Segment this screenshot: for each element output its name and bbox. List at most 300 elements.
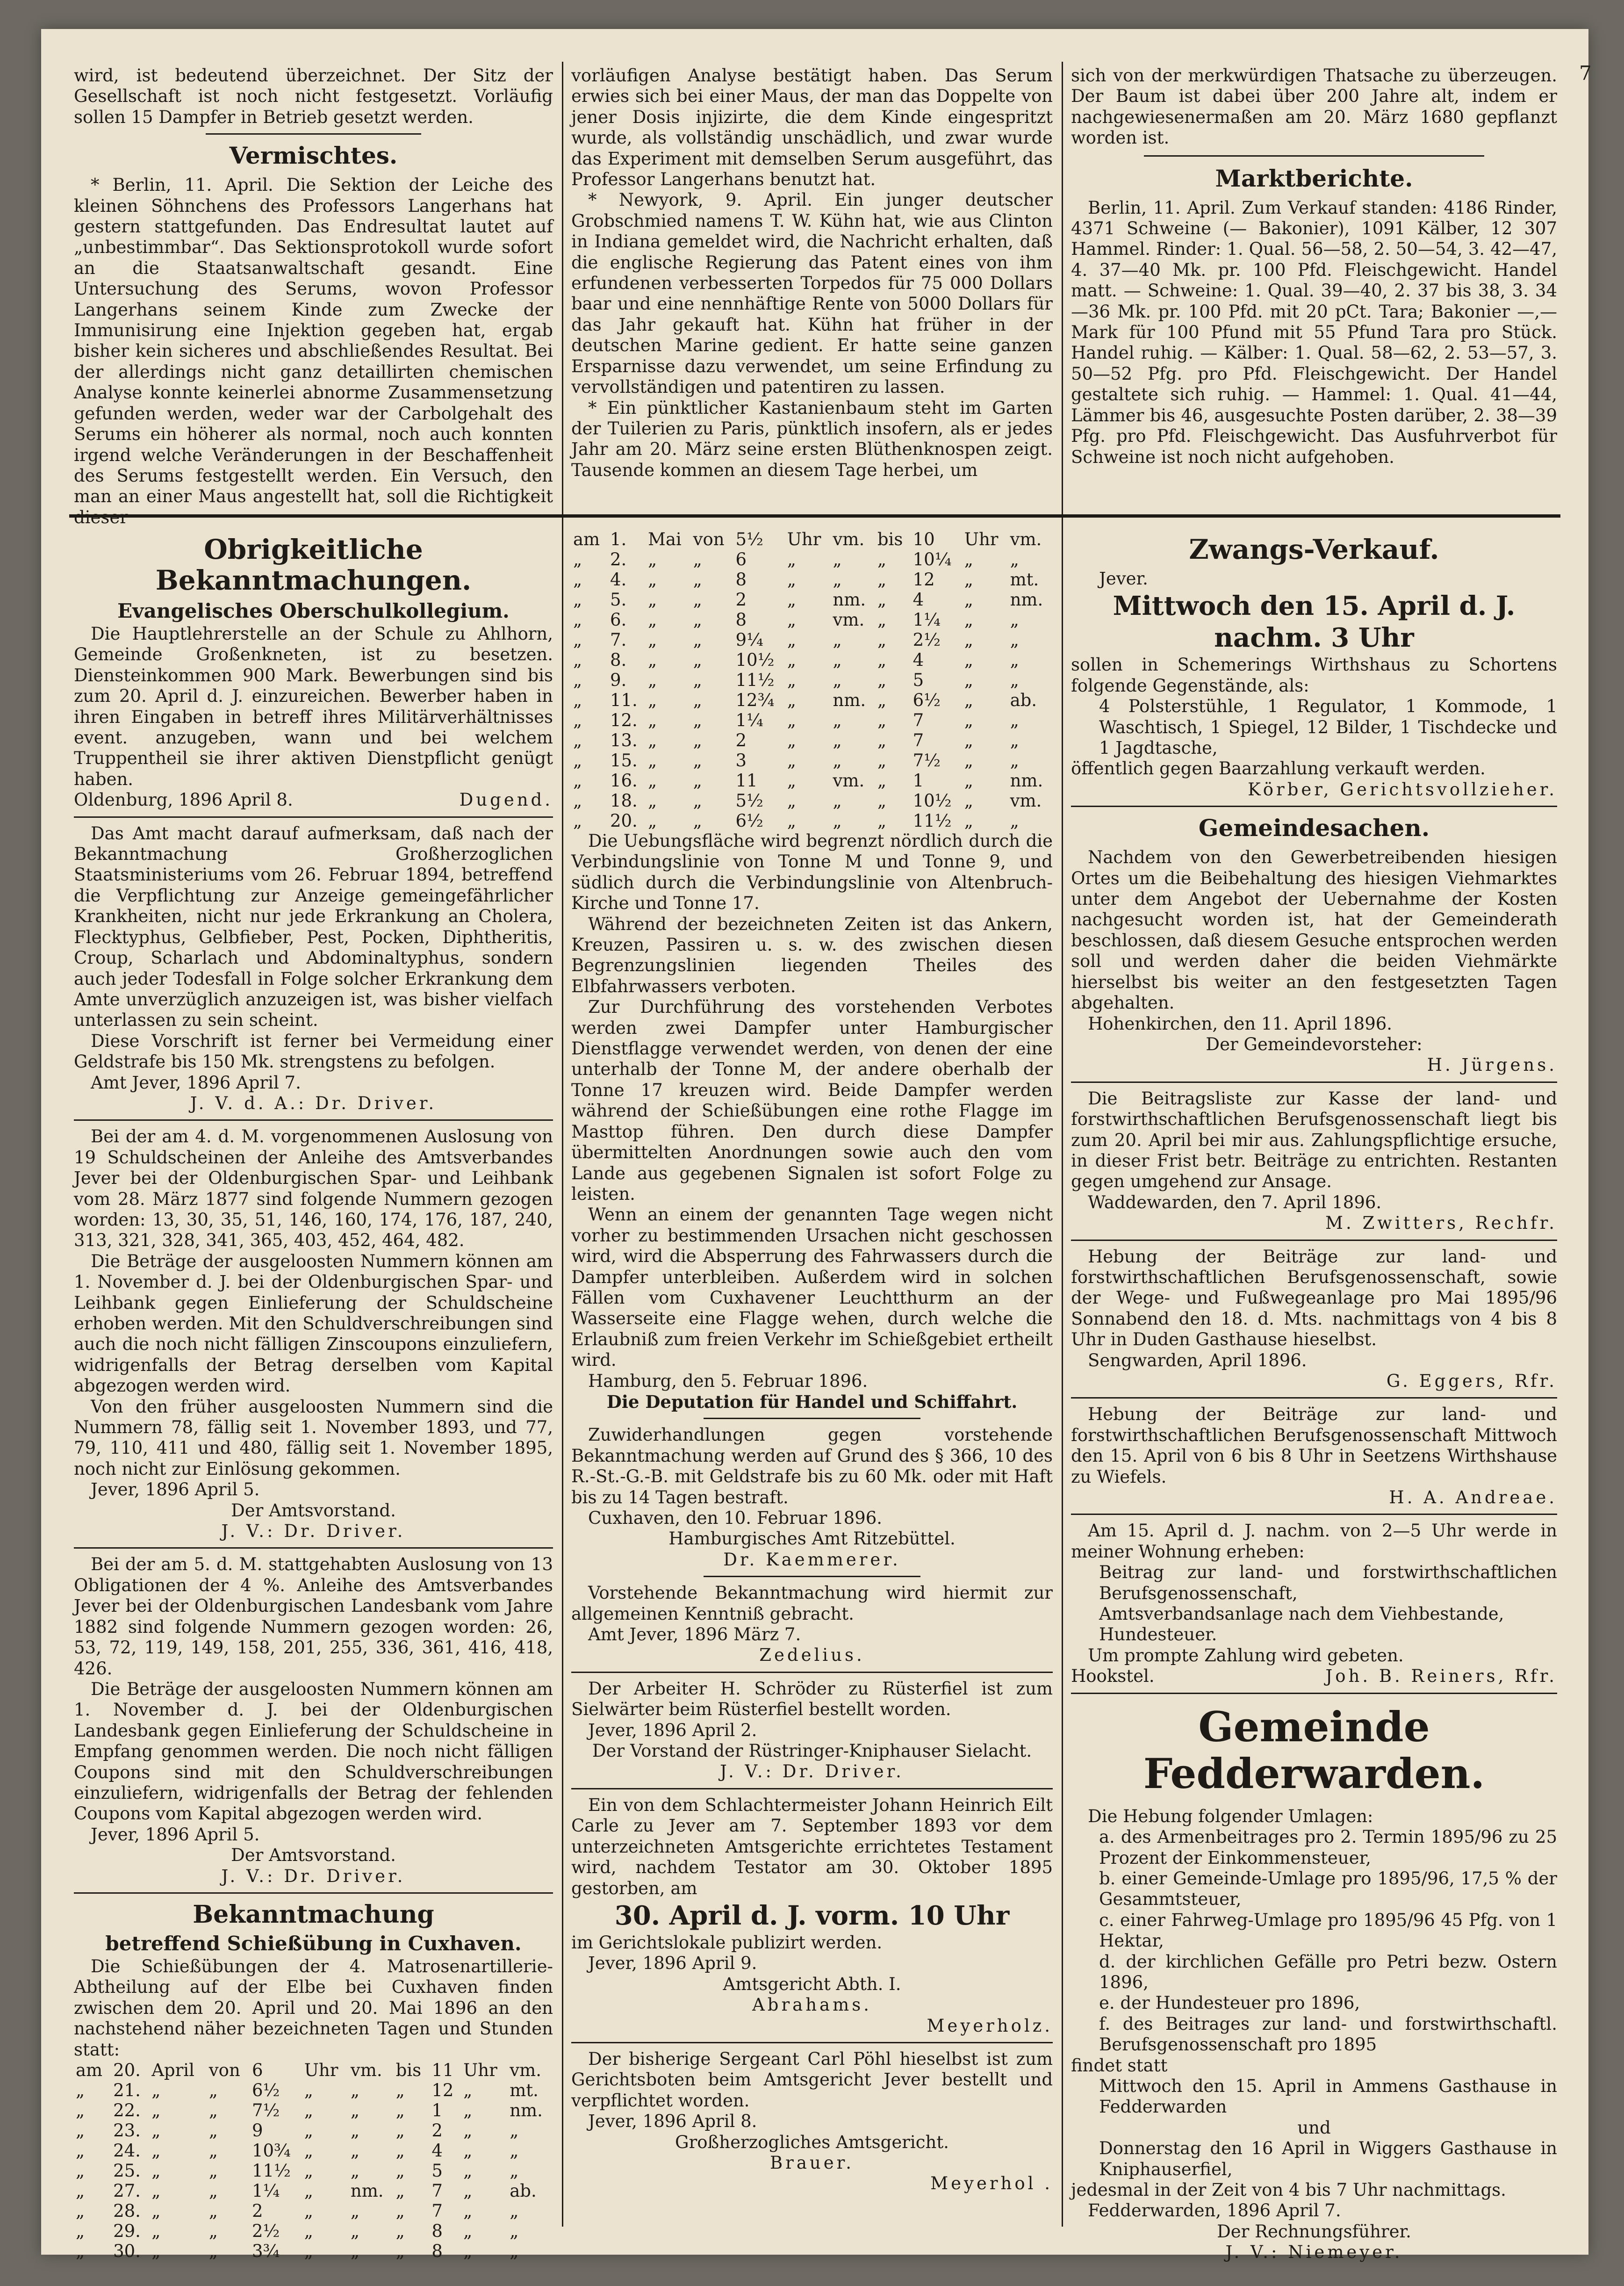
schedule-cell: „ — [647, 549, 657, 570]
schedule-cell: „ — [787, 791, 796, 811]
organisation: Großherzogliches Amtsgericht. — [675, 2132, 949, 2152]
schedule-cell: „ — [833, 630, 842, 650]
schedule-cell: 9 — [252, 2120, 263, 2141]
schedule-cell: „ — [151, 2181, 161, 2201]
schedule-cell: „ — [463, 2141, 473, 2161]
schedule-cell: „ — [833, 670, 842, 690]
schedule-cell: „ — [208, 2161, 218, 2181]
schedule-cell: „ — [463, 2080, 473, 2100]
schedule-cell: 5. — [610, 590, 627, 610]
schedule-cell: „ — [877, 811, 886, 831]
schedule-cell: „ — [510, 2241, 519, 2261]
column-rule — [562, 62, 563, 529]
notice-text: Am 15. April d. J. nachm. von 2—5 Uhr werde in meiner Wohnung erheben: — [1071, 1521, 1557, 1562]
schedule-cell: am — [76, 2060, 103, 2080]
schedule-cell: Uhr — [304, 2060, 338, 2080]
schedule-cell: „ — [964, 791, 973, 811]
divider — [1071, 1397, 1557, 1399]
schedule-cell: „ — [151, 2141, 161, 2161]
schedule-cell: „ — [964, 811, 973, 831]
schedule-cell: „ — [1010, 610, 1019, 630]
schedule-cell: „ — [877, 750, 886, 771]
schedule-cell: „ — [964, 730, 973, 750]
schedule-row — [571, 771, 1053, 791]
schedule-cell: „ — [833, 730, 842, 750]
schedule-cell: 11 — [735, 771, 758, 791]
schedule-cell: „ — [693, 730, 702, 750]
fedderwarden-heading: Gemeinde Fedderwarden. — [1143, 1702, 1485, 1798]
list-item: Amtsverbandsanlage nach dem Viehbestande, — [1099, 1604, 1504, 1624]
schedule-row — [571, 730, 1053, 750]
schedule-row — [571, 670, 1053, 690]
schedule-cell: „ — [833, 710, 842, 730]
schedule-cell: „ — [76, 2141, 85, 2161]
schedule-row — [571, 610, 1053, 630]
schedule-cell: „ — [573, 549, 582, 570]
schedule-cell: 13. — [610, 730, 638, 750]
schedule-cell: 8 — [735, 570, 747, 590]
divider — [571, 1788, 1053, 1789]
schedule-cell: „ — [877, 590, 886, 610]
schedule-cell: 2 — [431, 2120, 443, 2141]
schedule-cell: „ — [350, 2120, 360, 2141]
schedule-cell: „ — [573, 570, 582, 590]
schedule-cell: „ — [647, 710, 657, 730]
newspaper-page — [41, 29, 1592, 2263]
top-column-3 — [1071, 65, 1557, 468]
schedule-row — [571, 811, 1053, 831]
divider — [571, 1672, 1053, 1673]
notice-text: Nachdem von den Gewerbetreibenden hiesigen Ortes um die Beibehaltung des hiesigen Viehmarktes unter dem Angebot der Uebernahme der Kosten nachgesucht worden ist, hat der Gemeinderath beschlossen, daß diesem Gesuche entsprochen werden soll und werden daher die beiden Viehmärkte hierselbst bis weiter an den festgesetzten Tagen abgehalten. — [1071, 847, 1557, 1013]
schedule-cell: „ — [787, 630, 796, 650]
schedule-cell: 2. — [610, 549, 627, 570]
schedule-cell: „ — [787, 811, 796, 831]
schedule-cell: „ — [787, 670, 796, 690]
schedule-cell: „ — [877, 670, 886, 690]
signature: H. A. Andreae. — [1389, 1487, 1557, 1508]
schedule-cell: Mai — [647, 529, 682, 549]
schedule-cell: „ — [151, 2080, 161, 2100]
schedule-cell: 18. — [610, 791, 638, 811]
schedule-cell: 6½ — [913, 690, 941, 710]
schedule-cell: „ — [151, 2120, 161, 2141]
list-item: b. einer Gemeinde-Umlage pro 1895/96, 17,5 % der Gesammtsteuer, — [1099, 1868, 1557, 1910]
place-date: Fedderwarden, 1896 April 7. — [1088, 2200, 1341, 2221]
schedule-cell: 6 — [252, 2060, 263, 2080]
schedule-cell: „ — [463, 2241, 473, 2261]
notice-text: Die Beträge der ausgeloosten Nummern können am 1. November d. J. bei der Oldenburgischen Landesbank gegen Einlieferung der Schuldscheine in Empfang genommen werden. Die noch nicht fälligen Coupons sind mit den Schuldverschreibungen einzuliefern, widrigenfalls der Betrag der fehlenden Coupons vom Kapital abgezogen werden wird. — [74, 1679, 553, 1824]
divider — [704, 1576, 920, 1577]
schedule-cell: „ — [350, 2241, 360, 2261]
schedule-row — [74, 2120, 553, 2141]
list-item: d. der kirchlichen Gefälle pro Petri bezw. Ostern 1896, — [1099, 1951, 1557, 1992]
gemeindesachen-heading: Gemeindesachen. — [1198, 814, 1430, 842]
schedule-cell: „ — [304, 2141, 313, 2161]
schedule-cell: „ — [964, 650, 973, 670]
schedule-cell: „ — [463, 2100, 473, 2120]
notice-text: jedesmal in der Zeit von 4 bis 7 Uhr nachmittags. — [1071, 2180, 1506, 2200]
schedule-cell: „ — [573, 610, 582, 630]
schedule-cell: mt. — [1010, 570, 1039, 590]
notice-text: Zur Durchführung des vorstehenden Verbotes werden zwei Dampfer unter Hamburgischer Dienstflagge verwendet werden, von denen der eine unterhalb der Tonne M, der andere oberhalb der Tonne 17 kreuzen wird. Beide Dampfer werden während der Schießübungen eine rothe Flagge im Masttop führen. Den durch diese Dampfer übermittelten Anordnungen sowie auch den vom Lande aus gegebenen Signalen ist sofort Folge zu leisten. — [571, 997, 1053, 1204]
schedule-cell: „ — [395, 2080, 405, 2100]
schedule-cell: „ — [463, 2181, 473, 2201]
schedule-cell: „ — [304, 2161, 313, 2181]
schedule-cell: „ — [510, 2221, 519, 2241]
schedule-cell: „ — [76, 2201, 85, 2221]
schedule-cell: bis — [877, 529, 903, 549]
schedule-cell: „ — [693, 570, 702, 590]
notice-text: Die Uebungsfläche wird begrenzt nördlich durch die Verbindungslinie von Tonne M und Tonne 9, und südlich durch die Verbindungslinie von Altenbruch-Kirche und Tonne 17. — [571, 831, 1053, 914]
schedule-cell: „ — [964, 710, 973, 730]
schedule-cell: 28. — [113, 2201, 141, 2221]
schedule-cell: „ — [510, 2141, 519, 2161]
schedule-cell: 11½ — [735, 670, 775, 690]
schedule-cell: „ — [463, 2201, 473, 2221]
schedule-cell: „ — [787, 730, 796, 750]
schedule-cell: vm. — [1010, 791, 1042, 811]
list-item: Hundesteuer. — [1099, 1624, 1217, 1645]
schedule-cell: vm. — [510, 2060, 541, 2080]
schedule-cell: 7½ — [252, 2100, 280, 2120]
schedule-cell: 5½ — [735, 791, 763, 811]
place-date: Amt Jever, 1896 April 7. — [91, 1072, 301, 1093]
schedule-cell: 2 — [252, 2201, 263, 2221]
schedule-cell: vm. — [833, 529, 865, 549]
schedule-cell: 3 — [735, 750, 747, 771]
schedule-cell: nm. — [833, 690, 866, 710]
divider — [74, 1547, 553, 1549]
schedule-cell: „ — [1010, 730, 1019, 750]
notice-text: Der bisherige Sergeant Carl Pöhl hieselbst ist zum Gerichtsboten beim Amtsgericht Jever bestellt und verpflichtet worden. — [571, 2048, 1053, 2111]
auction-date: Mittwoch den 15. April d. J. — [1113, 591, 1516, 622]
organisation: Der Amtsvorstand. — [231, 1500, 396, 1521]
schedule-cell: 1. — [610, 529, 627, 549]
page-number: 7 — [1579, 62, 1592, 85]
schedule-cell: „ — [350, 2201, 360, 2221]
schedule-cell: „ — [151, 2201, 161, 2221]
schedule-cell: „ — [304, 2120, 313, 2141]
schedule-cell: 10¼ — [913, 549, 952, 570]
schedule-cell: „ — [510, 2201, 519, 2221]
signature: Abrahams. — [752, 1995, 872, 2015]
place-date: Jever, 1896 April 2. — [588, 1720, 757, 1740]
schedule-cell: 24. — [113, 2141, 141, 2161]
schedule-cell: „ — [693, 630, 702, 650]
schedule-cell: „ — [877, 630, 886, 650]
schedule-cell: „ — [208, 2221, 218, 2241]
signature: J. V.: Niemeyer. — [1225, 2242, 1403, 2263]
section-divider — [69, 514, 1560, 518]
schedule-cell: „ — [964, 610, 973, 630]
schedule-cell: 6 — [735, 549, 747, 570]
divider — [74, 1119, 553, 1121]
signature: Dugend. — [459, 790, 553, 810]
schedule-row — [74, 2141, 553, 2161]
column-rule — [562, 529, 563, 2227]
schedule-cell: „ — [208, 2080, 218, 2100]
list-item: c. einer Fahrweg-Umlage pro 1895/96 45 Pfg. von 1 Hektar, — [1099, 1910, 1557, 1951]
schedule-cell: „ — [647, 670, 657, 690]
schedule-cell: 2½ — [252, 2221, 280, 2241]
schedule-cell: „ — [787, 690, 796, 710]
schedule-cell: Uhr — [964, 529, 999, 549]
schedule-cell: „ — [787, 549, 796, 570]
schedule-cell: 29. — [113, 2221, 141, 2241]
schedule-cell: „ — [964, 549, 973, 570]
schedule-cell: „ — [647, 590, 657, 610]
divider — [74, 816, 553, 818]
place-date: Jever, 1896 April 8. — [588, 2111, 757, 2132]
place-date: Jever, 1896 April 5. — [91, 1824, 260, 1845]
place-date: Oldenburg, 1896 April 8. — [74, 790, 293, 810]
schedule-cell: 1¼ — [735, 710, 763, 730]
schedule-cell: 9. — [610, 670, 627, 690]
schedule-cell: ab. — [510, 2181, 537, 2201]
divider — [571, 2042, 1053, 2043]
schedule-row — [571, 650, 1053, 670]
schedule-row — [571, 630, 1053, 650]
schedule-cell: 7 — [431, 2201, 443, 2221]
schedule-cell: 1¼ — [252, 2181, 280, 2201]
top-intro-text: wird, ist bedeutend überzeichnet. Der Sitz der Gesellschaft ist noch nicht festgesetzt. Vorläufig sollen 15 Dampfer in Betrieb gesetzt werden. — [74, 65, 553, 127]
divider — [74, 1892, 553, 1894]
notice-text: Das Amt macht darauf aufmerksam, daß nach der Bekanntmachung Großherzoglichen Staatsministeriums vom 26. Februar 1894, betreffend die Verpflichtung zur Anzeige gemeingefährlicher Krankheiten, nicht nur jede Erkrankung an Cholera, Flecktyphus, Gelbfieber, Pest, Pocken, Diphtheritis, Croup, Scharlach und Abdominaltyphus, sondern auch jeder Todesfall in Folge solcher Erkrankung dem Amte unverzüglich anzuzeigen ist, was bisher vielfach unterlassen zu sein scheint. — [74, 823, 553, 1031]
schedule-cell: „ — [573, 690, 582, 710]
schedule-cell: „ — [787, 650, 796, 670]
schedule-cell: „ — [350, 2100, 360, 2120]
schedule-cell: „ — [151, 2221, 161, 2241]
schedule-cell: 21. — [113, 2080, 141, 2100]
schedule-cell: „ — [693, 791, 702, 811]
schedule-cell: 7½ — [913, 750, 941, 771]
divider — [206, 133, 421, 135]
schedule-cell: „ — [573, 750, 582, 771]
schedule-cell: 1¼ — [913, 610, 941, 630]
divider — [1144, 155, 1484, 157]
notice-text: Die Hauptlehrerstelle an der Schule zu Ahlhorn, Gemeinde Großenkneten, ist zu besetzen. Diensteinkommen 900 Mark. Bewerbungen sind bis zum 20. April d. J. einzureichen. Bewerber haben in ihren Eingaben in betreff ihres Militärverhältnisses event. anzugeben, wann und bei welchem Truppentheil sie ihrer aktiven Dienstpflicht genügt haben. — [74, 624, 553, 789]
schedule-cell: „ — [573, 670, 582, 690]
schedule-cell: „ — [647, 630, 657, 650]
schedule-cell: „ — [1010, 630, 1019, 650]
schedule-cell: „ — [964, 750, 973, 771]
schedule-cell: „ — [647, 610, 657, 630]
notice-text: Die Hebung folgender Umlagen: — [1088, 1806, 1373, 1826]
notice-text: Ein von dem Schlachtermeister Johann Heinrich Eilt Carle zu Jever am 7. September 1893 vor dem unterzeichneten Amtsgerichte errichtetes Testament wird, nachdem Testator am 30. Oktober 1895 gestorben, am — [571, 1795, 1053, 1898]
schedule-cell: „ — [693, 771, 702, 791]
schedule-cell: „ — [647, 690, 657, 710]
official-notices-heading: Obrigkeitliche Bekanntmachungen. — [155, 534, 472, 596]
schedule-row — [571, 710, 1053, 730]
notice-text: Bei der am 5. d. M. stattgehabten Auslosung von 13 Obligationen der 4 %. Anleihe des Amtsverbandes Jever bei der Oldenburgischen Landesbank vom Jahre 1882 sind folgende Nummern gezogen worden: 26, 53, 72, 119, 149, 158, 201, 255, 336, 361, 416, 418, 426. — [74, 1554, 553, 1679]
schedule-cell: 6½ — [252, 2080, 280, 2100]
notice-text: Vorstehende Bekanntmachung wird hiermit zur allgemeinen Kenntniß gebracht. — [571, 1583, 1053, 1624]
schedule-cell: 12. — [610, 710, 638, 730]
schedule-cell: „ — [877, 730, 886, 750]
bekanntmachung-subheading: betreffend Schießübung in Cuxhaven. — [105, 1932, 522, 1955]
schedule-cell: „ — [1010, 650, 1019, 670]
schedule-cell: 2 — [735, 590, 747, 610]
schedule-cell: 6½ — [735, 811, 763, 831]
schedule-cell: 11 — [431, 2060, 454, 2080]
schedule-row — [74, 2221, 553, 2241]
schedule-cell: „ — [395, 2241, 405, 2261]
divider — [1071, 1240, 1557, 1241]
signature-line — [1071, 1666, 1557, 1687]
schedule-cell: „ — [877, 650, 886, 670]
list-item: e. der Hundesteuer pro 1896, — [1099, 1993, 1360, 2013]
schedule-cell: „ — [1010, 710, 1019, 730]
schedule-cell: „ — [395, 2221, 405, 2241]
organisation: Hamburgisches Amt Ritzebüttel. — [668, 1529, 956, 1549]
marktberichte-heading: Marktberichte. — [1215, 164, 1413, 192]
notice-text: Wenn an einem der genannten Tage wegen nicht vorher zu bestimmenden Ursachen nicht geschossen wird, wird die Absperrung des Fahrwassers durch die Dampfer unterbleiben. Außerdem wird in solchen Fällen vom Cuxhavener Leuchtthurm an der Wasserseite eine Flagge wehen, durch welche die Erlaubniß zum freien Verkehr im Schießgebiet ertheilt wird. — [571, 1204, 1053, 1370]
schedule-cell: „ — [208, 2181, 218, 2201]
schedule-cell: „ — [76, 2221, 85, 2241]
notice-text: Die Beträge der ausgeloosten Nummern können am 1. November d. J. bei der Oldenburgischen Spar- und Leihbank gegen Einlieferung der Schuldscheine erhoben werden. Mit den Schuldverschreibungen sind auch die noch nicht fälligen Zinscoupons einzuliefern, widrigenfalls der Betrag derselben vom Kapital abgezogen werden wird. — [74, 1251, 553, 1396]
schedule-cell: 20. — [610, 811, 638, 831]
schedule-cell: 3¾ — [252, 2241, 280, 2261]
schedule-cell: Uhr — [463, 2060, 497, 2080]
signature: M. Zwitters, Rechfr. — [1325, 1213, 1557, 1233]
schedule-cell: 27. — [113, 2181, 141, 2201]
schedule-cell: „ — [573, 590, 582, 610]
schedule-cell: „ — [350, 2080, 360, 2100]
zwangsverkauf-heading: Zwangs-Verkauf. — [1189, 534, 1439, 565]
publication-date: 30. April d. J. vorm. 10 Uhr — [614, 1900, 1010, 1931]
schedule-cell: nm. — [350, 2181, 384, 2201]
schedule-cell: „ — [877, 549, 886, 570]
schedule-cell: „ — [304, 2181, 313, 2201]
schedule-row — [571, 570, 1053, 590]
schedule-cell: „ — [350, 2141, 360, 2161]
schedule-cell: „ — [787, 610, 796, 630]
schedule-cell: „ — [208, 2241, 218, 2261]
schedule-cell: „ — [693, 670, 702, 690]
schedule-cell: „ — [877, 690, 886, 710]
schedule-cell: „ — [964, 670, 973, 690]
schedule-cell: „ — [76, 2080, 85, 2100]
schedule-cell: „ — [833, 811, 842, 831]
schedule-cell: „ — [395, 2141, 405, 2161]
notice-text: Der Arbeiter H. Schröder zu Rüsterfiel ist zum Sielwärter beim Rüsterfiel bestellt worden. — [571, 1678, 1053, 1720]
schedule-cell: „ — [208, 2120, 218, 2141]
schedule-cell: „ — [833, 570, 842, 590]
signature: Dr. Kaemmerer. — [723, 1549, 901, 1570]
schedule-cell: 10 — [913, 529, 935, 549]
schedule-cell: von — [693, 529, 725, 549]
schedule-cell: 22. — [113, 2100, 141, 2120]
market-report-item: Berlin, 11. April. Zum Verkauf standen: 4186 Rinder, 4371 Schweine (— Bakonier), 1091 Kälber, 12 307 Hammel. Rinder: 1. Qual. 56—58, 2. 50—54, 3. 42—47, 4. 37—40 Mk. pr. 100 Pfd. Fleischgewicht. Handel matt. — Schweine: 1. Qual. 39—40, 2. 37 bis 38, 3. 34—36 Mk. pr. 100 Pfd. mit 20 pCt. Tara; Bakonier —,— Mark für 100 Pfund mit 55 Pfund Tara pro Stück. Handel ruhig. — Kälber: 1. Qual. 58—62, 2. 53—57, 3. 50—52 Pfg. pro Pfd. Fleischgewicht. Der Handel gestaltete sich ruhig. — Hammel: 1. Qual. 41—44, Lämmer bis 46, ausgesuchte Posten darüber, 2. 38—39 Pfg. pro Pfd. Fleischgewicht. Das Ausfuhrverbot für Schweine ist noch nicht aufgehoben. — [1071, 197, 1557, 467]
schedule-cell: „ — [510, 2120, 519, 2141]
top-col2-text: vorläufigen Analyse bestätigt haben. Das Serum erwies sich bei einer Maus, der man das Doppelte von jener Dosis injizirte, die dem Kinde eingespritzt wurde, als vollständig unschädlich, und zwar wurde das Experiment mit demselben Serum ausgeführt, das Professor Langerhans benutzt hat. — [571, 65, 1053, 190]
schedule-cell: „ — [350, 2161, 360, 2181]
schedule-cell: 7 — [913, 710, 924, 730]
schedule-cell: „ — [395, 2100, 405, 2120]
schedule-cell: „ — [573, 630, 582, 650]
schedule-cell: 1 — [913, 771, 924, 791]
schedule-cell: „ — [693, 811, 702, 831]
schedule-cell: „ — [647, 811, 657, 831]
place-date: Hamburg, den 5. Februar 1896. — [588, 1370, 868, 1391]
kastanienbaum-news-item: * Ein pünktlicher Kastanienbaum steht im Garten der Tuilerien zu Paris, pünktlich insofern, als er jedes Jahr am 20. März seine ersten Blüthenknospen zeigt. Tausende kommen an diesem Tage herbei, um — [571, 397, 1053, 480]
schedule-cell: „ — [693, 549, 702, 570]
signature: Meyerhol . — [930, 2173, 1053, 2194]
schedule-cell: ab. — [1010, 690, 1037, 710]
schedule-cell: 4 — [913, 650, 924, 670]
notice-text: Hebung der Beiträge zur land- und forstwirthschaftlichen Berufsgenossenschaft Mittwoch den 15. April von 6 bis 8 Uhr in Seetzens Wirthshause zu Wiefels. — [1071, 1404, 1557, 1487]
schedule-cell: „ — [463, 2120, 473, 2141]
schedule-row — [571, 529, 1053, 549]
schedule-cell: „ — [693, 650, 702, 670]
top-column-1 — [74, 65, 553, 528]
divider — [704, 1418, 920, 1419]
schedule-cell: mt. — [510, 2080, 539, 2100]
schedule-cell: „ — [693, 610, 702, 630]
schedule-cell: 7 — [431, 2181, 443, 2201]
schedule-cell: „ — [76, 2100, 85, 2120]
schedule-cell: 12 — [913, 570, 935, 590]
notice-text: Zuwiderhandlungen gegen vorstehende Bekanntmachung werden auf Grund des § 366, 10 des R.-St.-G.-B. mit Geldstrafe bis zu 60 Mk. oder mit Haft bis zu 14 Tagen bestraft. — [571, 1425, 1053, 1507]
signature: G. Eggers, Rfr. — [1386, 1371, 1557, 1391]
schedule-cell: „ — [1010, 811, 1019, 831]
schedule-cell: „ — [1010, 750, 1019, 771]
schedule-cell: „ — [395, 2201, 405, 2221]
top-col3-text: sich von der merkwürdigen Thatsache zu überzeugen. Der Baum ist dabei über 200 Jahre alt, indem er nachgewiesenermaßen am 20. März 1680 gepflanzt worden ist. — [1071, 65, 1557, 148]
schedule-cell: „ — [787, 771, 796, 791]
schedule-cell: „ — [573, 730, 582, 750]
schedule-cell: „ — [833, 549, 842, 570]
notice-text: Bei der am 4. d. M. vorgenommenen Auslosung von 19 Schuldscheinen der Anleihe des Amtsverbandes Jever bei der Oldenburgischen Spar- und Leihbank vom 28. März 1877 sind folgende Nummern gezogen worden: 13, 30, 35, 51, 146, 160, 174, 176, 187, 240, 313, 321, 328, 341, 365, 403, 452, 464, 482. — [74, 1126, 553, 1251]
schedule-cell: „ — [304, 2201, 313, 2221]
schedule-cell: „ — [693, 710, 702, 730]
schedule-cell: nm. — [1010, 771, 1043, 791]
place-date: Hohenkirchen, den 11. April 1896. — [1088, 1013, 1393, 1034]
top-column-2 — [571, 65, 1053, 481]
schedule-cell: 12¾ — [735, 690, 775, 710]
schedule-cell: „ — [877, 710, 886, 730]
oberschulkollegium-heading: Evangelisches Oberschulkollegium. — [117, 599, 510, 622]
schedule-cell: 16. — [610, 771, 638, 791]
place-date: Cuxhaven, den 10. Februar 1896. — [588, 1508, 882, 1528]
schedule-cell: von — [208, 2060, 240, 2080]
schedule-cell: „ — [395, 2161, 405, 2181]
schedule-cell: „ — [833, 650, 842, 670]
schedule-row — [74, 2241, 553, 2261]
berlin-news-item: * Berlin, 11. April. Die Sektion der Leiche des kleinen Söhnchens des Professors Langerhans hat gestern stattgefunden. Das Endresultat lautet auf „unbestimmbar“. Das Sektionsprotokoll wurde sofort an die Staatsanwaltschaft gesandt. Eine Untersuchung des Serums, wovon Professor Langerhans seinem Kinde zum Zwecke der Immunisirung eine Injektion gegeben hat, ergab bisher kein sicheres und abschließendes Resultat. Bei der allerdings nicht ganz detaillirten chemischen Analyse konnte keinerlei abnorme Zusammensetzung gefunden werden, weder war der Carbolgehalt des Serums ein höherer als normal, noch auch konnten irgend welche Veränderungen in der Beschaffenheit des Serums festgestellt werden. Ein Versuch, den man an einer Maus angestellt hat, soll die Richtigkeit — [74, 175, 553, 507]
schedule-cell: „ — [964, 570, 973, 590]
schedule-cell: „ — [573, 791, 582, 811]
schedule-cell: „ — [964, 771, 973, 791]
schedule-cell: 7. — [610, 630, 627, 650]
bekanntmachung-heading: Bekanntmachung — [193, 1900, 434, 1929]
schedule-cell: 9¼ — [735, 630, 763, 650]
schedule-cell: am — [573, 529, 600, 549]
place-date: Sengwarden, April 1896. — [1088, 1350, 1307, 1370]
right-column — [1071, 529, 1557, 2263]
schedule-cell: „ — [787, 570, 796, 590]
schedule-cell: „ — [151, 2241, 161, 2261]
schedule-cell: 8 — [431, 2241, 443, 2261]
schedule-cell: „ — [151, 2161, 161, 2181]
signature: Körber, Gerichtsvollzieher. — [1248, 779, 1557, 800]
schedule-cell: „ — [573, 710, 582, 730]
schedule-cell: 8 — [431, 2221, 443, 2241]
schedule-cell: „ — [208, 2141, 218, 2161]
official-notices-column — [74, 529, 553, 2261]
schedule-cell: „ — [395, 2181, 405, 2201]
schedule-row — [74, 2100, 553, 2120]
